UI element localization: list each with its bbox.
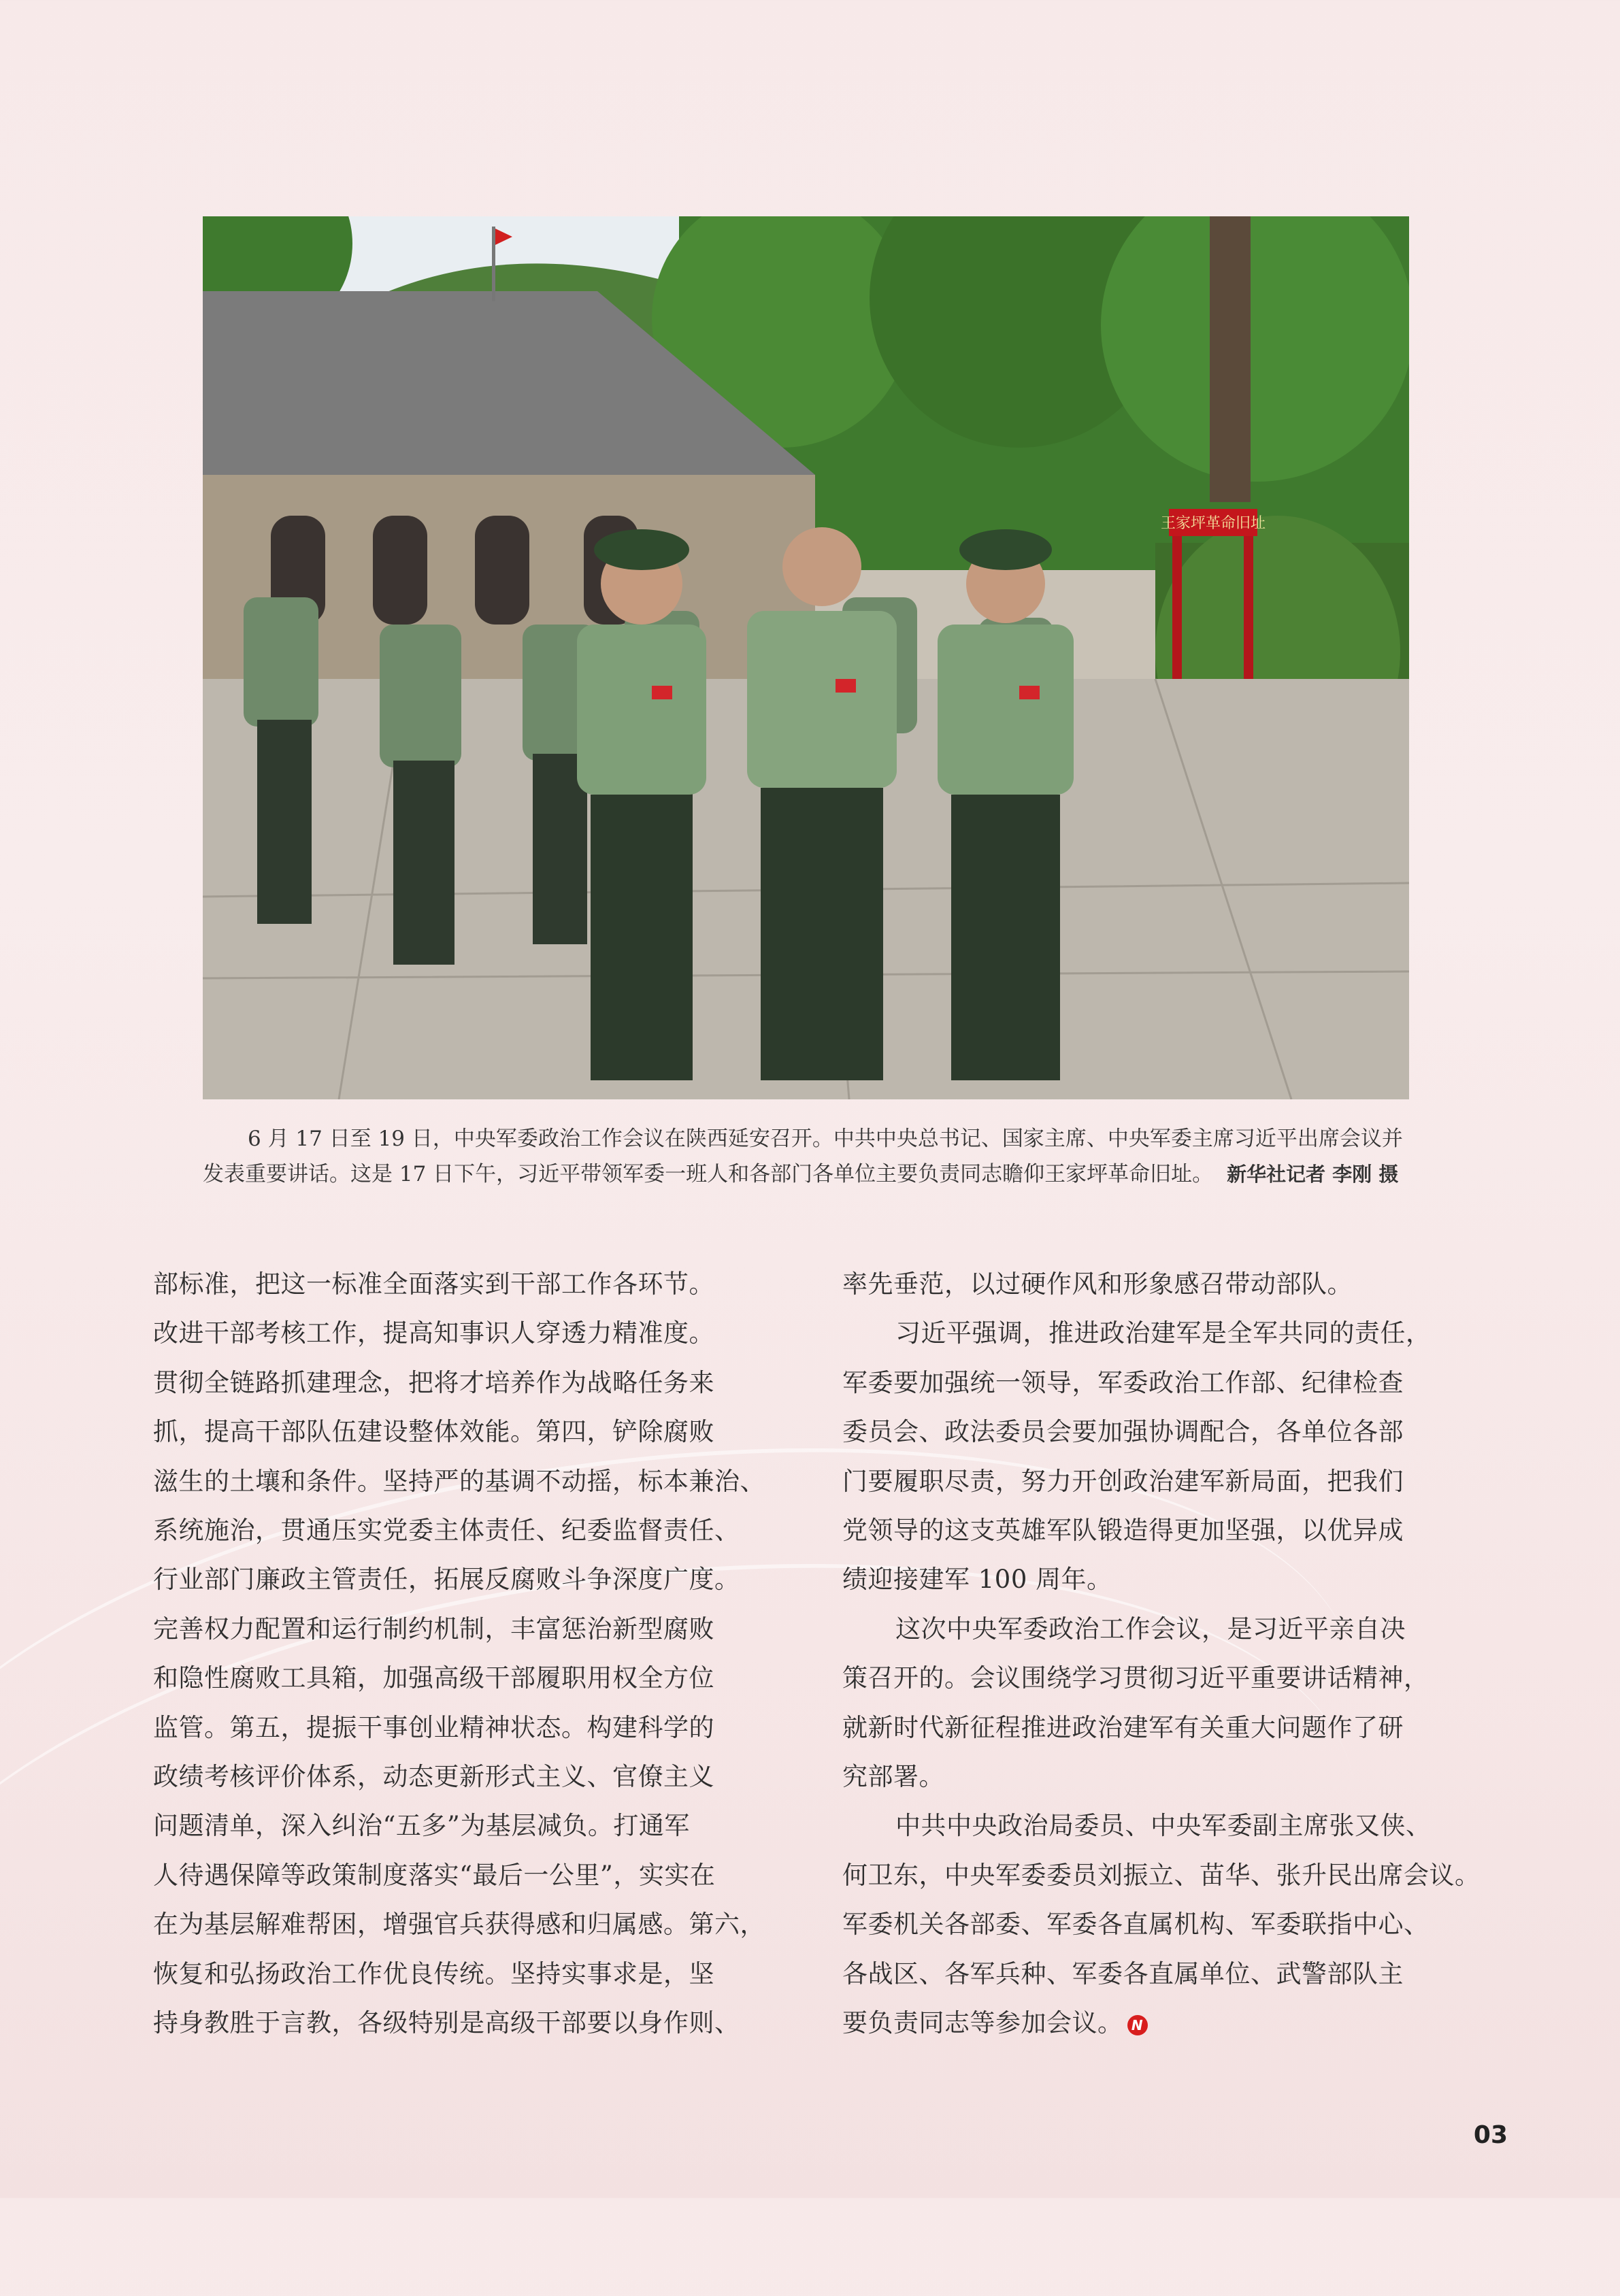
body-text-line (842, 1408, 1468, 1457)
body-text: 率先垂范，以过硬作风和形象感召带动部队。 (842, 1269, 1353, 1299)
body-text-line (842, 1457, 1468, 1506)
body-text-line (842, 1555, 1468, 1604)
body-text: 究部署。 (842, 1762, 944, 1792)
body-text-line (842, 1309, 1468, 1358)
body-text-line: 人待遇保障等政策制度落实“最后一公里”，实实在 (153, 1860, 716, 1890)
body-text: 门要履职尽责，努力开创政治建军新局面，把我们 (842, 1466, 1404, 1496)
body-text-line (842, 1703, 1468, 1752)
sign-text: 王家坪革命旧址 (1160, 515, 1266, 532)
body-text-line (842, 1260, 1468, 1309)
photo-credit: 新华社记者 李刚 摄 (1227, 1163, 1399, 1186)
news-photo (203, 216, 1409, 1099)
body-text-line: 政绩考核评价体系，动态更新形式主义、官僚主义 (153, 1762, 714, 1792)
body-text-line: 抓，提高干部队伍建设整体效能。第四，铲除腐败 (153, 1417, 714, 1447)
caption-line-1: 6 月 17 日至 19 日，中央军委政治工作会议在陕西延安召开。中共中央总书记、国家主席、中央军委主席习近平出席会议并 (248, 1127, 1403, 1151)
body-text-line: 恢复和弘扬政治工作优良传统。坚持实事求是，坚 (153, 1959, 714, 1989)
left-column (153, 1260, 789, 2048)
body-text: 军委要加强统一领导，军委政治工作部、纪律检查 (842, 1367, 1404, 1397)
body-text: 党领导的这支英雄军队锻造得更加坚强，以优异成 (842, 1516, 1404, 1546)
body-text-line (842, 1900, 1468, 1949)
photo-caption (203, 1121, 1427, 1192)
body-text-line: 贯彻全链路抓建理念，把将才培养作为战略任务来 (153, 1367, 714, 1397)
page-number: 03 (1473, 2121, 1508, 2149)
body-text: 习近平强调，推进政治建军是全军共同的责任， (895, 1318, 1432, 1348)
body-text-line (842, 1999, 1468, 2048)
body-text-line: 和隐性腐败工具箱，加强高级干部履职用权全方位 (153, 1663, 714, 1693)
body-text: 委员会、政法委员会要加强协调配合，各单位各部 (842, 1417, 1404, 1447)
body-text-line: 改进干部考核工作，提高知事识人穿透力精准度。 (153, 1318, 714, 1348)
body-text-line: 监管。第五，提振干事创业精神状态。构建科学的 (153, 1712, 714, 1742)
body-text: 何卫东，中央军委委员刘振立、苗华、张升民出席会议。 (842, 1860, 1481, 1890)
right-column (842, 1260, 1481, 2048)
caption-line-2-text: 发表重要讲话。这是 17 日下午，习近平带领军委一班人和各部门各单位主要负责同志瞻仰王家坪革命旧址。 (203, 1162, 1214, 1186)
body-text: 中共中央政治局委员、中央军委副主席张又侠、 (895, 1811, 1432, 1841)
body-text: 各战区、各军兵种、军委各直属单位、武警部队主 (842, 1959, 1404, 1989)
body-text-line (842, 1851, 1481, 1900)
body-text: 军委机关各部委、军委各直属机构、军委联指中心、 (842, 1910, 1429, 1940)
body-text-line (842, 1801, 1468, 1850)
body-text: 这次中央军委政治工作会议，是习近平亲自决 (895, 1614, 1406, 1644)
body-text-line (842, 1359, 1468, 1408)
body-text-line: 系统施治，贯通压实党委主体责任、纪委监督责任、 (153, 1516, 740, 1546)
body-text-line (842, 1506, 1468, 1555)
body-text-line (842, 1605, 1468, 1654)
end-mark-icon: N (1127, 2015, 1148, 2035)
body-text-line: 在为基层解难帮困，增强官兵获得感和归属感。第六， (153, 1910, 765, 1940)
body-text-line: 部标准，把这一标准全面落实到干部工作各环节。 (153, 1269, 714, 1299)
body-text: 绩迎接建军 100 周年。 (842, 1565, 1112, 1595)
body-text-line: 滋生的土壤和条件。坚持严的基调不动摇，标本兼治、 (153, 1466, 765, 1496)
body-text: 就新时代新征程推进政治建军有关重大问题作了研 (842, 1712, 1404, 1742)
body-text: 要负责同志等参加会议。 (842, 2008, 1123, 2038)
body-text-line (842, 1752, 1468, 1801)
body-text-line (842, 1950, 1468, 1999)
body-text-line: 完善权力配置和运行制约机制，丰富惩治新型腐败 (153, 1614, 714, 1644)
caption-line-2 (203, 1157, 1427, 1192)
body-text-line: 持身教胜于言教，各级特别是高级干部要以身作则、 (153, 2008, 740, 2038)
body-text-line (842, 1654, 1468, 1703)
body-text-line: 行业部门廉政主管责任，拓展反腐败斗争深度广度。 (153, 1565, 740, 1595)
photo-illustration (203, 216, 1409, 1099)
body-text-line: 问题清单，深入纠治“五多”为基层减负。打通军 (153, 1811, 690, 1841)
body-text: 策召开的。会议围绕学习贯彻习近平重要讲话精神， (842, 1663, 1429, 1693)
